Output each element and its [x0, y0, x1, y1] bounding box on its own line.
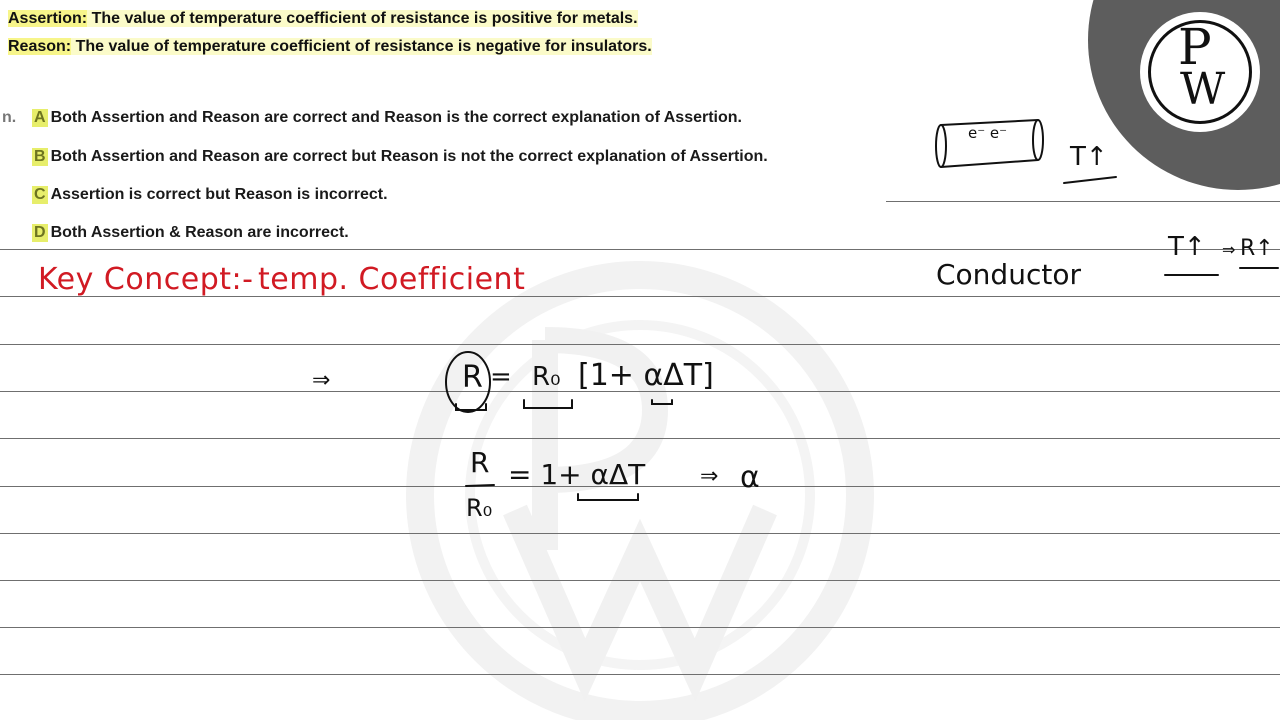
- t-up-label: T↑: [1168, 232, 1206, 262]
- eq1-r0: R₀: [532, 362, 561, 392]
- option-letter: D: [34, 224, 46, 241]
- eq2-denominator: R₀: [466, 494, 493, 522]
- conductor-end-left: [936, 125, 946, 167]
- temp-coefficient-heading: temp. Coefficient: [258, 262, 526, 297]
- t-up-top: T↑: [1070, 142, 1108, 172]
- option-text: Assertion is correct but Reason is incorrect.: [50, 186, 388, 203]
- option-text: Both Assertion & Reason are incorrect.: [50, 224, 349, 241]
- conductor-label: Conductor: [936, 258, 1081, 291]
- bracket-under-adt: [578, 494, 638, 500]
- reason-label: Reason:: [8, 38, 72, 55]
- alpha-symbol: α: [740, 460, 760, 495]
- eq1-r: R: [462, 360, 483, 395]
- option-text: Both Assertion and Reason are correct and Reason is the correct explanation of Assertion.: [50, 109, 742, 126]
- reason-text: The value of temperature coefficient of resistance is negative for insulators.: [71, 38, 652, 55]
- bracket-under-delta: [652, 400, 672, 404]
- assertion-label: Assertion:: [8, 10, 88, 27]
- r-up-label: R↑: [1240, 236, 1274, 261]
- eq2-numerator: R: [470, 446, 490, 479]
- eq1-equals: =: [490, 362, 512, 392]
- electron-label: e⁻ e⁻: [968, 124, 1008, 142]
- option-letter: C: [34, 186, 46, 203]
- logo-letter-p: P: [1178, 18, 1212, 76]
- option-letter: B: [34, 148, 46, 165]
- eq1-bracket-term: [1+ αΔT]: [578, 358, 714, 393]
- implies-arrow-small: ⇒: [1222, 240, 1236, 259]
- logo-letter-w: W: [1180, 64, 1226, 115]
- assertion-text: The value of temperature coefficient of resistance is positive for metals.: [87, 10, 638, 27]
- option-letter: A: [34, 109, 46, 126]
- eq2-rhs: = 1+ αΔT: [508, 458, 646, 491]
- fraction-bar: [466, 485, 494, 486]
- implies-arrow-2: ⇒: [700, 464, 719, 489]
- conductor-bottom-edge: [941, 160, 1038, 167]
- question-number: n.: [2, 109, 17, 126]
- key-concept-heading: Key Concept:-: [38, 262, 254, 297]
- bracket-under-r0: [524, 400, 572, 408]
- underline-t-up: [1064, 177, 1116, 183]
- option-text: Both Assertion and Reason are correct but Reason is not the correct explanation of Assertion.: [50, 148, 768, 165]
- conductor-end-right: [1033, 120, 1043, 160]
- implies-arrow-1: ⇒: [312, 368, 331, 393]
